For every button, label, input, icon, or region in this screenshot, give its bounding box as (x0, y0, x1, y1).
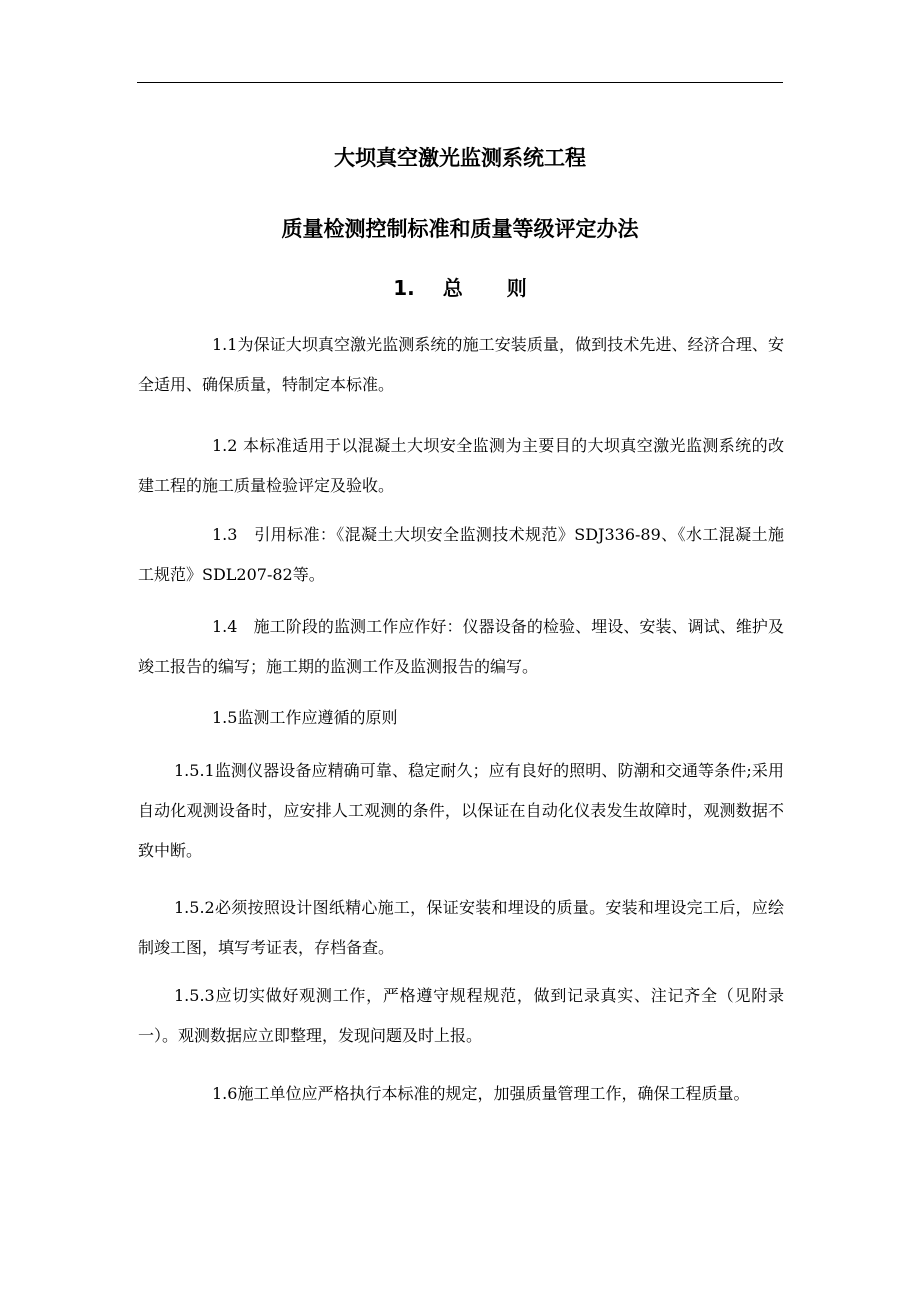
paragraph-1-1: 1.1为保证大坝真空激光监测系统的施工安装质量，做到技术先进、经济合理、安全适用、确保质量，特制定本标准。 (138, 335, 784, 394)
header-rule (137, 82, 783, 83)
section-heading (0, 273, 920, 303)
document-subtitle: 质量检测控制标准和质量等级评定办法 (281, 217, 639, 241)
paragraph-1-4: 1.4 施工阶段的监测工作应作好：仪器设备的检验、埋设、安装、调试、维护及竣工报告的编写；施工期的监测工作及监测报告的编写。 (138, 617, 784, 676)
section-title-char-1: 总 (442, 276, 463, 300)
paragraph-1-2: 1.2 本标准适用于以混凝土大坝安全监测为主要目的大坝真空激光监测系统的改建工程的施工质量检验评定及验收。 (138, 436, 784, 495)
paragraph-1-5-3: 1.5.3应切实做好观测工作，严格遵守规程规范，做到记录真实、注记齐全（见附录一）。观测数据应立即整理，发现问题及时上报。 (138, 986, 784, 1045)
paragraph-1-3: 1.3 引用标准：《混凝土大坝安全监测技术规范》SDJ336-89、《水工混凝土施工规范》SDL207-82等。 (138, 525, 784, 584)
document-title: 大坝真空激光监测系统工程 (334, 146, 586, 170)
paragraph-1-5-1: 1.5.1监测仪器设备应精确可靠、稳定耐久；应有良好的照明、防潮和交通等条件;采用自动化观测设备时，应安排人工观测的条件，以保证在自动化仪表发生故障时，观测数据不致中断。 (138, 761, 784, 860)
paragraph-1-5-2: 1.5.2必须按照设计图纸精心施工，保证安装和埋设的质量。安装和埋设完工后，应绘制竣工图，填写考证表，存档备查。 (138, 898, 784, 957)
paragraph-1-6: 1.6施工单位应严格执行本标准的规定，加强质量管理工作，确保工程质量。 (212, 1084, 750, 1103)
section-number: 1. (393, 276, 415, 300)
paragraph-1-5: 1.5监测工作应遵循的原则 (212, 708, 398, 727)
section-title-char-2: 则 (506, 276, 527, 300)
